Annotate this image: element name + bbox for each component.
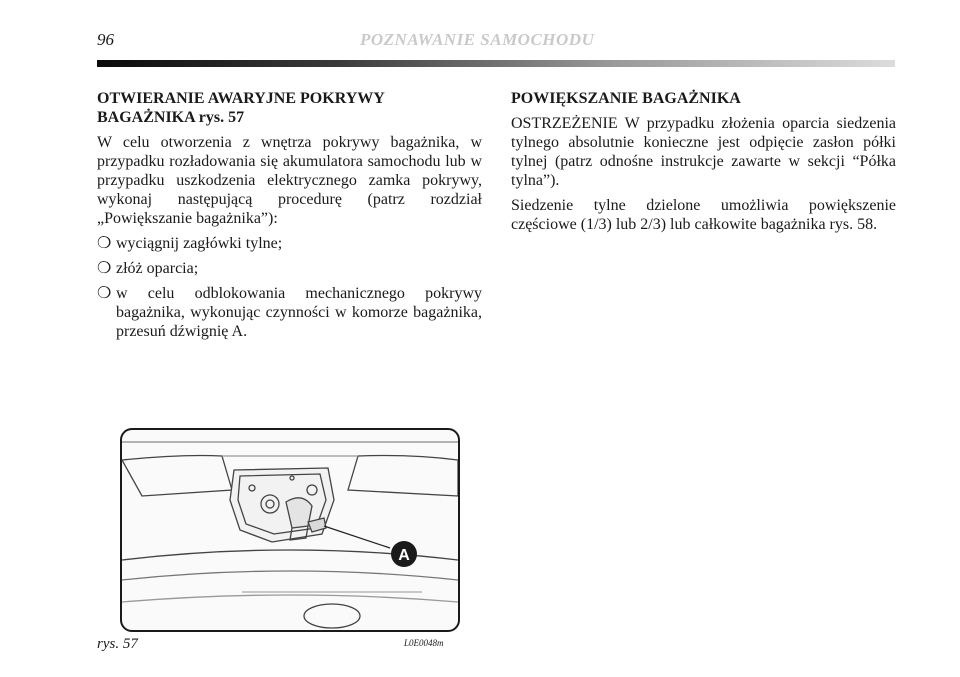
running-title: POZNAWANIE SAMOCHODU (360, 30, 595, 49)
figure-code: L0E0048m (404, 638, 444, 648)
figure-caption: rys. 57 (97, 636, 138, 652)
list-item (97, 234, 482, 253)
list-item (97, 284, 482, 341)
bullet-icon: ❍ (97, 285, 112, 302)
callout-a-label: A (398, 547, 410, 564)
step-text: wyciągnij zagłówki tylne; (116, 235, 283, 252)
section-heading-trunk-enlarging: POWIĘKSZANIE BAGAŻNIKA (511, 90, 741, 107)
right-column (511, 89, 896, 240)
bullet-icon: ❍ (97, 235, 112, 252)
page-number: 96 (97, 30, 114, 49)
step-text: złóż oparcia; (116, 260, 199, 277)
intro-paragraph: W celu otworzenia z wnętrza pokrywy bagażnika, w przypadku rozładowania się akumulatora samochodu lub w przypadku uszkodzenia elektrycznego zamka pokrywy, wykonaj następującą procedurę (patrz rozdział „Powiększanie bagażnika”): (97, 134, 482, 227)
warning-paragraph: OSTRZEŻENIE W przypadku złożenia oparcia siedzenia tylnego absolutnie konieczne jest odpięcie zasłon półki tylnej (patrz odnośne instrukcje zawarte w sekcji “Półka tylna”). (511, 115, 896, 189)
heading-line-2: BAGAŻNIKA rys. 57 (97, 109, 245, 126)
figure-trunk-lock (120, 428, 460, 632)
header-rule (97, 60, 895, 67)
bullet-icon: ❍ (97, 260, 112, 277)
steps-list (97, 234, 482, 341)
heading-line-1: OTWIERANIE AWARYJNE POKRYWY (97, 90, 385, 107)
trunk-lock-illustration (122, 430, 458, 630)
left-column (97, 89, 482, 347)
list-item (97, 259, 482, 278)
section-heading-emergency-opening (97, 89, 482, 127)
body-paragraph: Siedzenie tylne dzielone umożliwia powiększenie częściowe (1/3) lub 2/3) lub całkowite bagażnika rys. 58. (511, 197, 896, 233)
step-text: w celu odblokowania mechanicznego pokrywy bagażnika, wykonując czynności w komorze bagażnika, przesuń dźwignię A. (116, 285, 482, 340)
